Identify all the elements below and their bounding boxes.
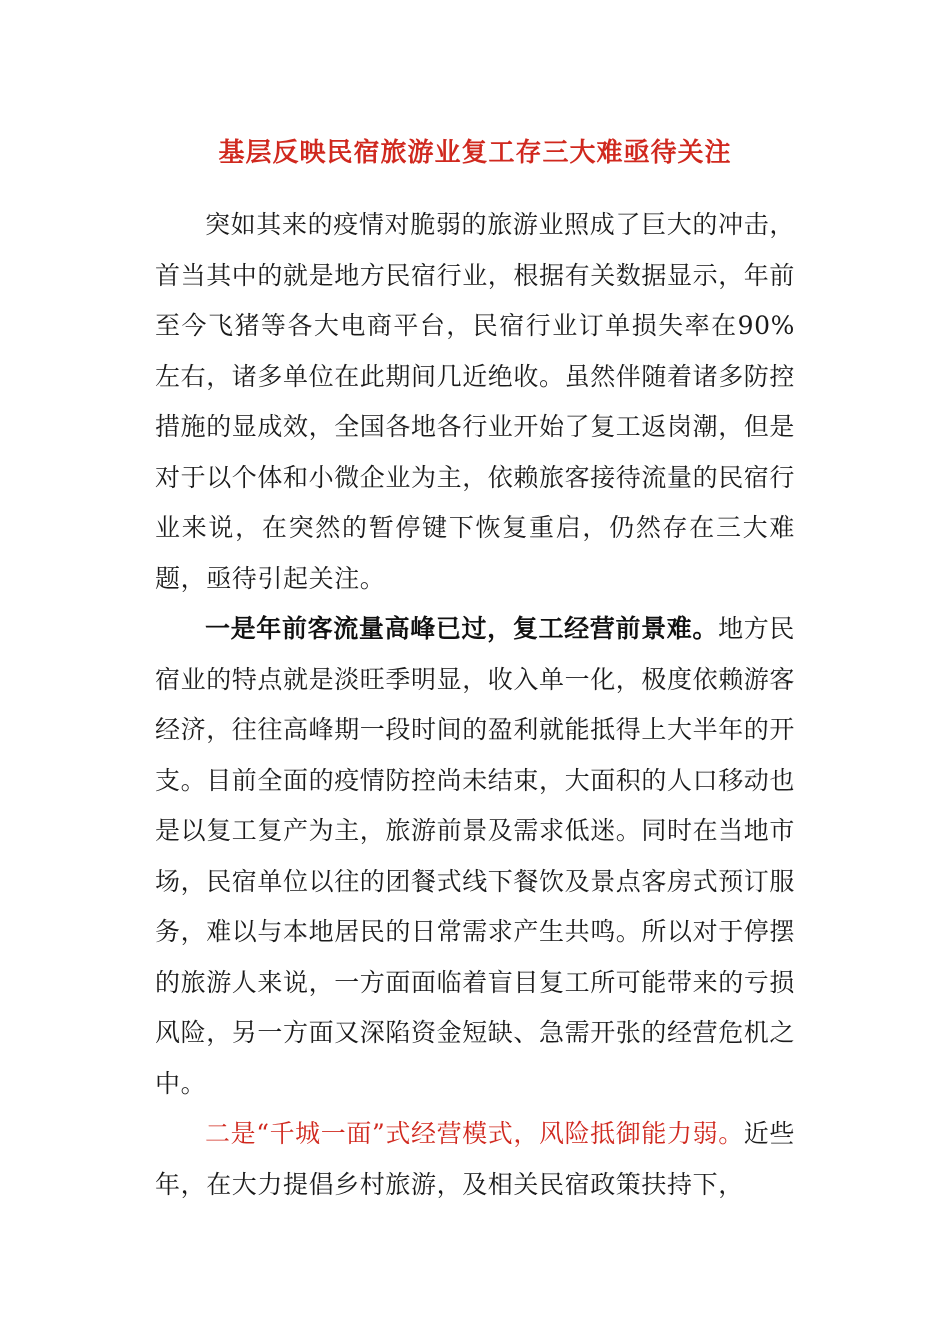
- document-body: [155, 200, 795, 1210]
- paragraph-lead-highlight: 二是“千城一面”式经营模式，风险抵御能力弱。: [205, 1119, 744, 1148]
- paragraph-point-one: [155, 604, 795, 1109]
- paragraph-intro: [155, 200, 795, 604]
- document-title: 基层反映民宿旅游业复工存三大难亟待关注: [218, 138, 732, 168]
- paragraph-text: 突如其来的疫情对脆弱的旅游业照成了巨大的冲击，首当其中的就是地方民宿行业，根据有关数据显示，年前至今飞猪等各大电商平台，民宿行业订单损失率在90%左右，诸多单位在此期间几近绝收。虽然伴随着诸多防控措施的显成效，全国各地各行业开始了复工返岗潮，但是对于以个体和小微企业为主，依赖旅客接待流量的民宿行业来说，在突然的暂停键下恢复重启，仍然存在三大难题，亟待引起关注。: [155, 210, 796, 593]
- paragraph-text: 近些年，在大力提倡乡村旅游，及相关民宿政策扶持下，: [155, 1119, 795, 1199]
- paragraph-point-two: [155, 1109, 795, 1210]
- paragraph-lead: 一是年前客流量高峰已过，复工经营前景难。: [205, 614, 719, 643]
- paragraph-text: 地方民宿业的特点就是淡旺季明显，收入单一化，极度依赖游客经济，往往高峰期一段时间的盈利就能抵得上大半年的开支。目前全面的疫情防控尚未结束，大面积的人口移动也是以复工复产为主，旅游前景及需求低迷。同时在当地市场，民宿单位以往的团餐式线下餐饮及景点客房式预订服务，难以与本地居民的日常需求产生共鸣。所以对于停摆的旅游人来说，一方面面临着盲目复工所可能带来的亏损风险，另一方面又深陷资金短缺、急需开张的经营危机之中。: [155, 614, 796, 1098]
